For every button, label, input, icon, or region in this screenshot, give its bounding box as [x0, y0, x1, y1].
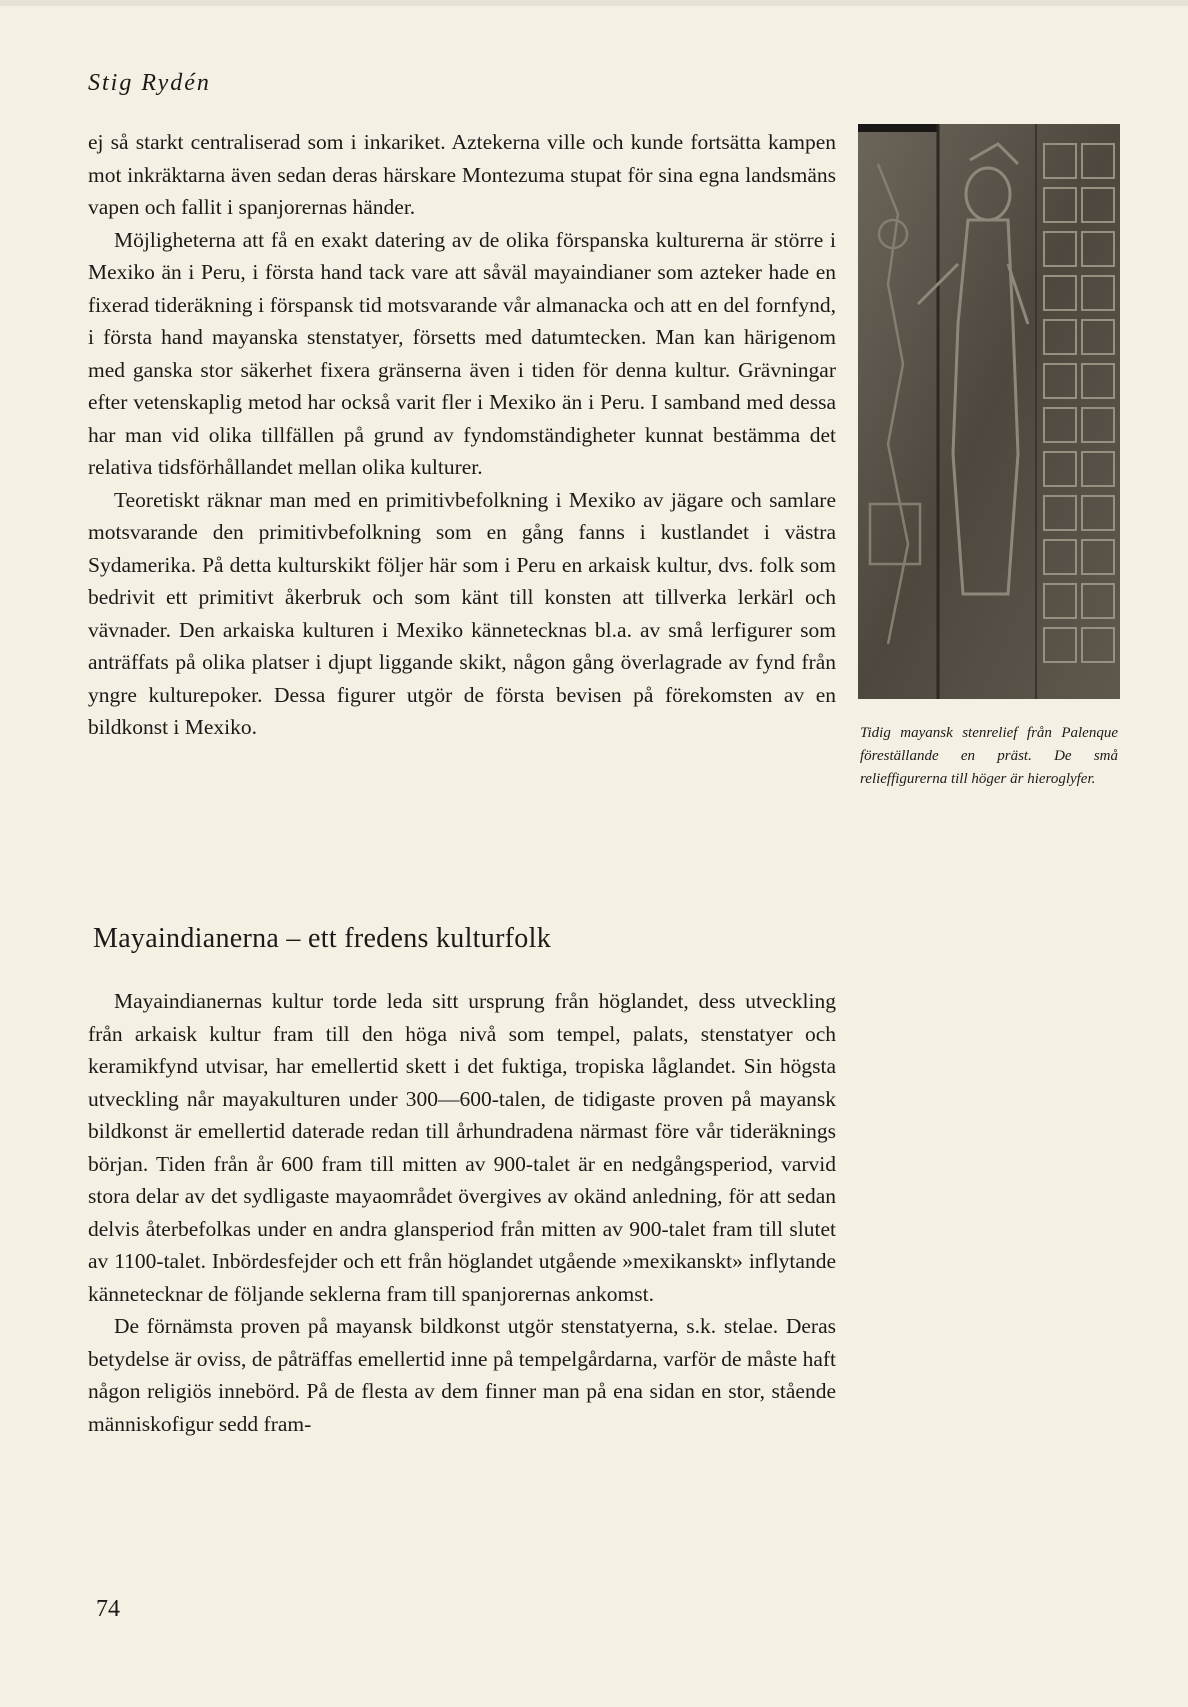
section-heading: Mayaindianerna – ett fredens kulturfolk [93, 923, 551, 954]
page-top-edge [0, 0, 1188, 6]
bottom-text-column [88, 985, 836, 1440]
paragraph: Möjligheterna att få en exakt datering av de olika förspanska kulturerna är större i Mexiko än i Peru, i första hand tack vare att såväl mayaindianer som azteker hade en fixerad tideräkning i förspansk tid motsvarande vår almanacka och att en del fornfynd, i första hand mayanska stenstatyer, försetts med datumtecken. Man kan härigenom med ganska stor säkerhet fixera gränserna även i tiden för denna kultur. Grävningar efter vetenskaplig metod har också varit fler i Mexiko än i Peru. I samband med dessa har man vid olika tillfällen på grund av fyndomständigheter kunnat bestämma det relativa tidsförhållandet mellan olika kulturer. [88, 227, 836, 479]
paragraph: Teoretiskt räknar man med en primitivbefolkning i Mexiko av jägare och samlare motsvarande den primitivbefolkning som en gång fanns i kustlandet i västra Sydamerika. På detta kulturskikt följer här som i Peru en arkaisk kultur, dvs. folk som bedrivit ett primitivt åkerbruk och som känt till konsten att tillverka lerkärl och vävnader. Den arkaiska kulturen i Mexiko kännetecknas bl.a. av små lerfigurer som anträffats på olika platser i djupt liggande skikt, någon gång överlagrade av fynd från yngre kulturepoker. Dessa figurer utgör de första bevisen på förekomsten av en bildkonst i Mexiko. [88, 487, 836, 739]
page-number: 74 [96, 1596, 120, 1622]
relief-illustration [858, 124, 1120, 699]
top-text-column [88, 126, 836, 744]
figure-caption: Tidig mayansk stenrelief från Palenque föreställande en präst. De små relieffigurerna till höger är hieroglyfer. [860, 725, 1118, 787]
paragraph: ej så starkt centraliserad som i inkariket. Aztekerna ville och kunde fortsätta kampen mot inkräktarna även sedan deras härskare Montezuma stupat för sina egna landsmäns vapen och fallit i spanjorernas händer. [88, 130, 836, 219]
paragraph: Mayaindianernas kultur torde leda sitt ursprung från höglandet, dess utveckling från arkaisk kultur fram till den höga nivå som tempel, palats, stenstatyer och keramikfynd utvisar, har emellertid skett i det fuktiga, tropiska låglandet. Sin högsta utveckling når mayakulturen under 300—600-talen, de tidigaste proven på mayansk bildkonst är emellertid daterade redan till århundradena närmast före vår tideräknings början. Tiden från år 600 fram till mitten av 900-talet är en nedgångsperiod, varvid stora delar av det sydligaste mayaområdet övergives av okänd anledning, för att sedan delvis återbefolkas under en andra glansperiod från mitten av 900-talet fram till slutet av 1100-talet. Inbördesfejder och ett från höglandet utgående »mexikanskt» inflytande kännetecknar de följande seklerna fram till spanjorernas ankomst. [88, 989, 836, 1306]
running-head-author: Stig Rydén [88, 70, 211, 96]
stone-relief-photo [858, 124, 1120, 699]
paragraph: De förnämsta proven på mayansk bildkonst utgör stenstatyerna, s.k. stelae. Deras betydelse är oviss, de påträffas emellertid inne på tempelgårdarna, varför de måste haft någon religiös innebörd. På de flesta av dem finner man på ena sidan en stor, stående människofigur sedd fram- [88, 1314, 836, 1436]
